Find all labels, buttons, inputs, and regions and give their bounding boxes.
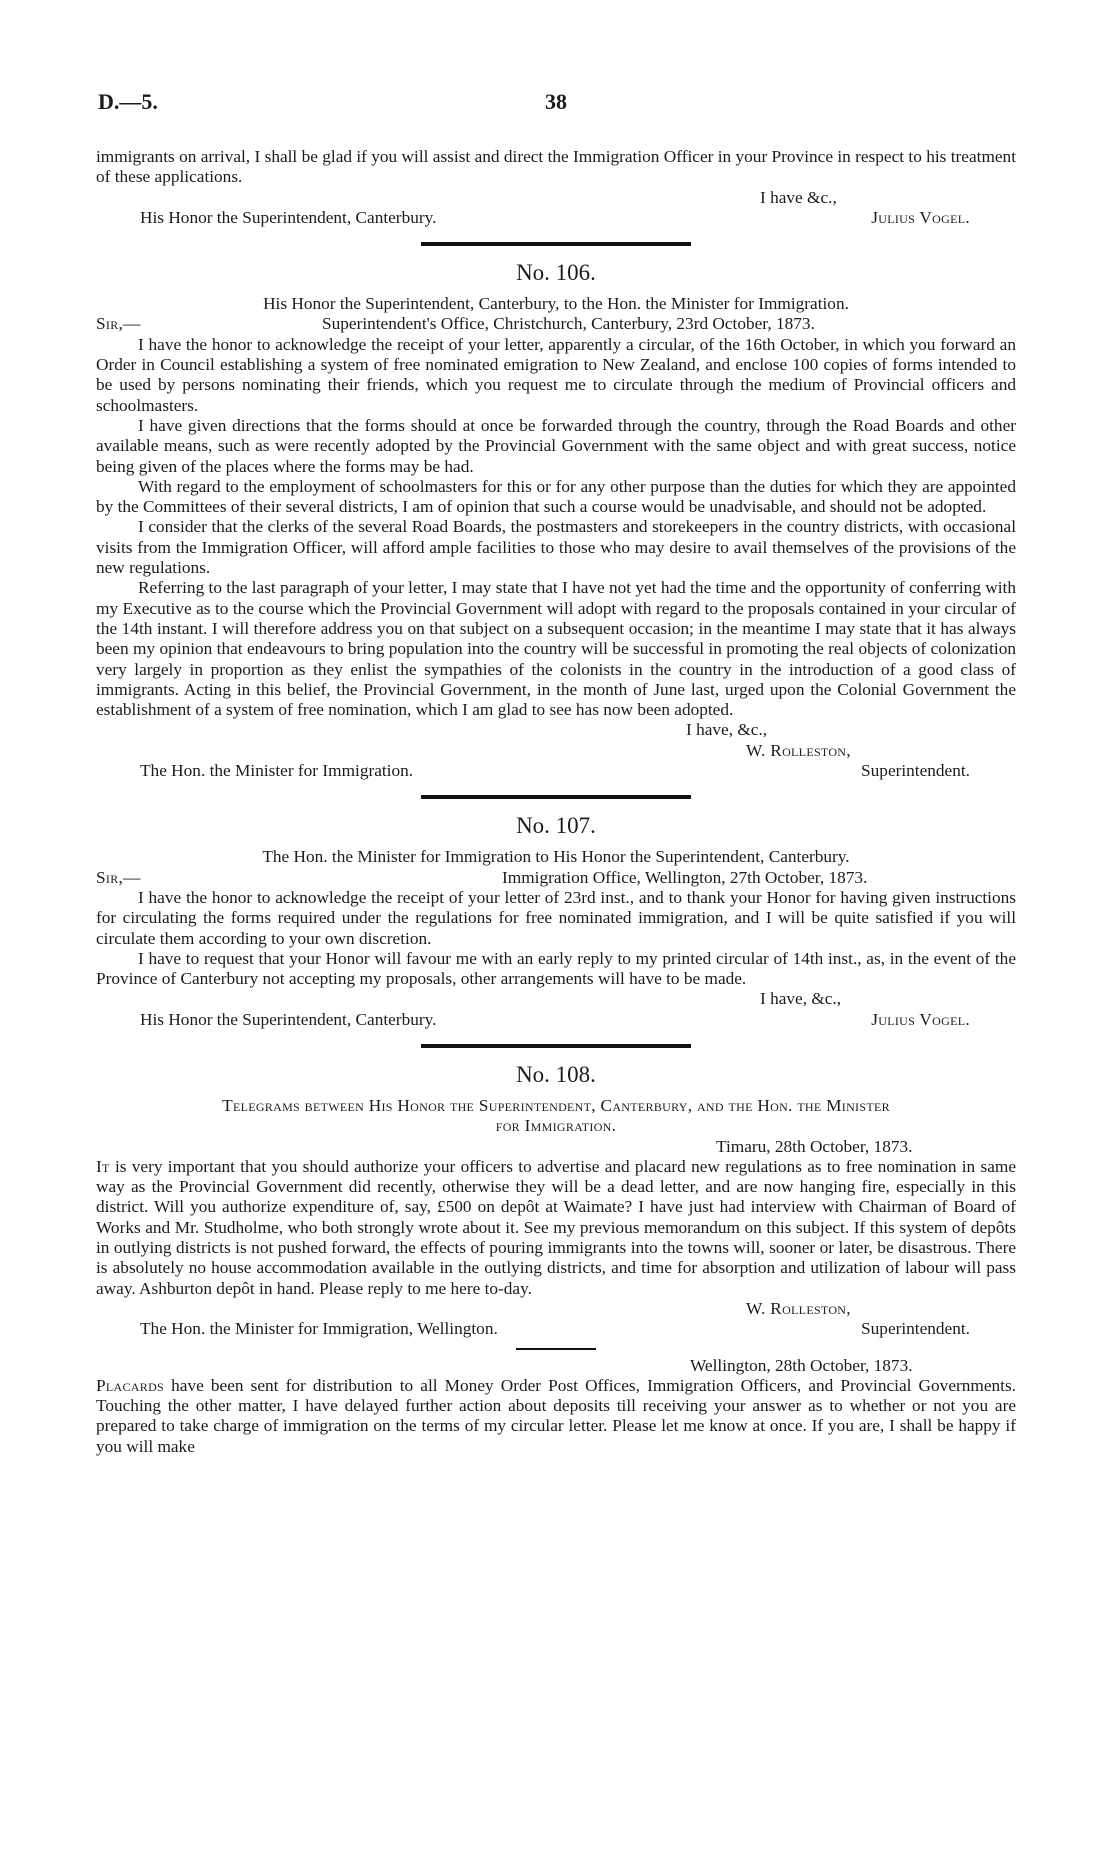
paragraph-106-1: I have the honor to acknowledge the receipt of your letter, apparently a circular, of the 16th October, in which you forward an Order in Council establishing a system of free nominated emigration to New Zealand, and enclose 100 copies of forms intended to be used by persons nominating their friends, which you request me to circulate through the medium of Provincial officers and schoolmasters.: [96, 334, 1016, 415]
telegram2-lead: Placards: [96, 1375, 165, 1395]
signature-row-106: [96, 761, 1016, 781]
paragraph-107-2: I have to request that your Honor will favour me with an early reply to my printed circular of 14th inst., as, in the event of the Province of Canterbury not accepting my proposals, other arrangements will have to be made.: [96, 948, 1016, 989]
page-number: 38: [545, 89, 567, 114]
closing-106: I have, &c.,: [686, 720, 768, 740]
telegram1-addressee: The Hon. the Minister for Immigration, Wellington.: [140, 1319, 498, 1339]
intro-paragraph: immigrants on arrival, I shall be glad if you will assist and direct the Immigration Officer in your Province in respect to his treatment of these applications.: [96, 147, 1016, 187]
section-divider: [421, 242, 691, 246]
paragraph-106-3: With regard to the employment of schoolmasters for this or for any other purpose than the duties for which they are appointed by the Committees of their several districts, I am of opinion that such a course would be unadvisable, and should not be adopted.: [96, 476, 1016, 517]
dateline-106: Superintendent's Office, Christchurch, Canterbury, 23rd October, 1873.: [322, 314, 815, 334]
telegram2-text: have been sent for distribution to all Money Order Post Offices, Immigration Officers, and Provincial Governments. Touching the other matter, I have delayed further action about deposits till receiving your answer as to whether or not you are prepared to take charge of immigration on the terms of my circular letter. Please let me know at once. If you are, I shall be happy if you will make: [96, 1375, 1016, 1456]
paragraph-106-5: Referring to the last paragraph of your letter, I may state that I have not yet had the time and the opportunity of conferring with my Executive as to the course which the Provincial Government will adopt with regard to the proposals contained in your circular of the 14th instant. I will therefore address you on that subject on a subsequent occasion; in the meantime I may state that it has always been my opinion that endeavours to bring population into the country will be successful in promoting the real objects of colonization very largely in proportion as they enlist the sympathies of the colonists in the country in the introduction of a good class of immigrants. Acting in this belief, the Provincial Government, in the month of June last, urged upon the Colonial Government the establishment of a system of free nomination, which I am glad to see has now been adopted.: [96, 578, 1016, 720]
letter-heading-108-line1: Telegrams between His Honor the Superintendent, Canterbury, and the Hon. the Minister: [222, 1095, 890, 1115]
telegram1-title: Superintendent.: [861, 1319, 970, 1339]
salutation-106: Sir,—: [96, 314, 141, 334]
letter-heading-108-line2: for Immigration.: [495, 1116, 617, 1136]
telegram1-dateline: Timaru, 28th October, 1873.: [716, 1136, 913, 1156]
title-106: Superintendent.: [861, 761, 970, 781]
section-divider: [421, 795, 691, 799]
paragraph-106-2: I have given directions that the forms should at once be forwarded through the country, through the Road Boards and other available means, such as were recently adopted by the Provincial Government with the same object and with great success, notice being given of the places where the forms may be had.: [96, 415, 1016, 476]
telegram1-text: is very important that you should authorize your officers to advertise and placard new regulations as to free nomination in same way as the Provincial Government did recently, otherwise they will be a dead letter, and are now hanging fire, especially in this district. Will you authorize expenditure of, say, £500 on depôt at Waimate? I have just had interview with Chairman of Board of Works and Mr. Studholme, who both strongly wrote about it. See my previous memorandum on this subject. If this system of depôts in outlying districts is not pushed forward, the effects of pouring immigrants into the towns will, sooner or later, be disastrous. There is absolutely no house accommodation available in the outlying districts, and time for absorption and utilization of labour will pass away. Ashburton depôt in hand. Please reply to me here to-day.: [96, 1156, 1016, 1298]
intro-signature: Julius Vogel.: [871, 207, 970, 227]
dateline-107: Immigration Office, Wellington, 27th October, 1873.: [502, 867, 868, 887]
letter-number-107: No. 107.: [516, 813, 596, 839]
telegram-divider: [516, 1348, 596, 1350]
letter-heading-107: The Hon. the Minister for Immigration to His Honor the Superintendent, Canterbury.: [262, 847, 850, 867]
telegram1-signature-row: [96, 1319, 1016, 1339]
document-body: [96, 147, 1016, 1457]
paragraph-106-4: I consider that the clerks of the several Road Boards, the postmasters and storekeepers in the country districts, with occasional visits from the Immigration Officer, will afford ample facilities to those who may desire to avail themselves of the provisions of the new regulations.: [96, 517, 1016, 578]
paragraph-107-1: I have the honor to acknowledge the receipt of your letter of 23rd inst., and to thank your Honor for having given instructions for circulating the forms required under the regulations for free nominated immigration, and I will be quite satisfied if you will circulate them according to your own discretion.: [96, 887, 1016, 948]
intro-addressee: His Honor the Superintendent, Canterbury.: [140, 207, 437, 227]
page-header: [96, 89, 1016, 118]
telegram1-lead: It: [96, 1156, 110, 1176]
signature-107: Julius Vogel.: [871, 1009, 970, 1029]
document-code: D.—5.: [98, 89, 158, 114]
signature-106: W. Rolleston,: [746, 740, 851, 760]
signature-row-107: [96, 1010, 1016, 1030]
salutation-row-107: [96, 868, 1016, 888]
addressee-106: The Hon. the Minister for Immigration.: [140, 761, 414, 781]
salutation-107: Sir,—: [96, 867, 141, 887]
intro-signature-row: [96, 208, 1016, 228]
telegram1-body: [96, 1157, 1016, 1299]
telegram2-body: [96, 1376, 1016, 1457]
letter-heading-106: His Honor the Superintendent, Canterbury, to the Hon. the Minister for Immigration.: [263, 294, 849, 314]
letter-number-108: No. 108.: [516, 1061, 596, 1087]
addressee-107: His Honor the Superintendent, Canterbury.: [140, 1009, 437, 1029]
section-divider: [421, 1044, 691, 1048]
telegram2-dateline: Wellington, 28th October, 1873.: [690, 1355, 913, 1375]
intro-closing: I have &c.,: [760, 187, 837, 207]
salutation-row-106: [96, 314, 1016, 334]
telegram1-signature: W. Rolleston,: [746, 1298, 851, 1318]
letter-number-106: No. 106.: [516, 260, 596, 286]
closing-107: I have, &c.,: [760, 989, 842, 1009]
